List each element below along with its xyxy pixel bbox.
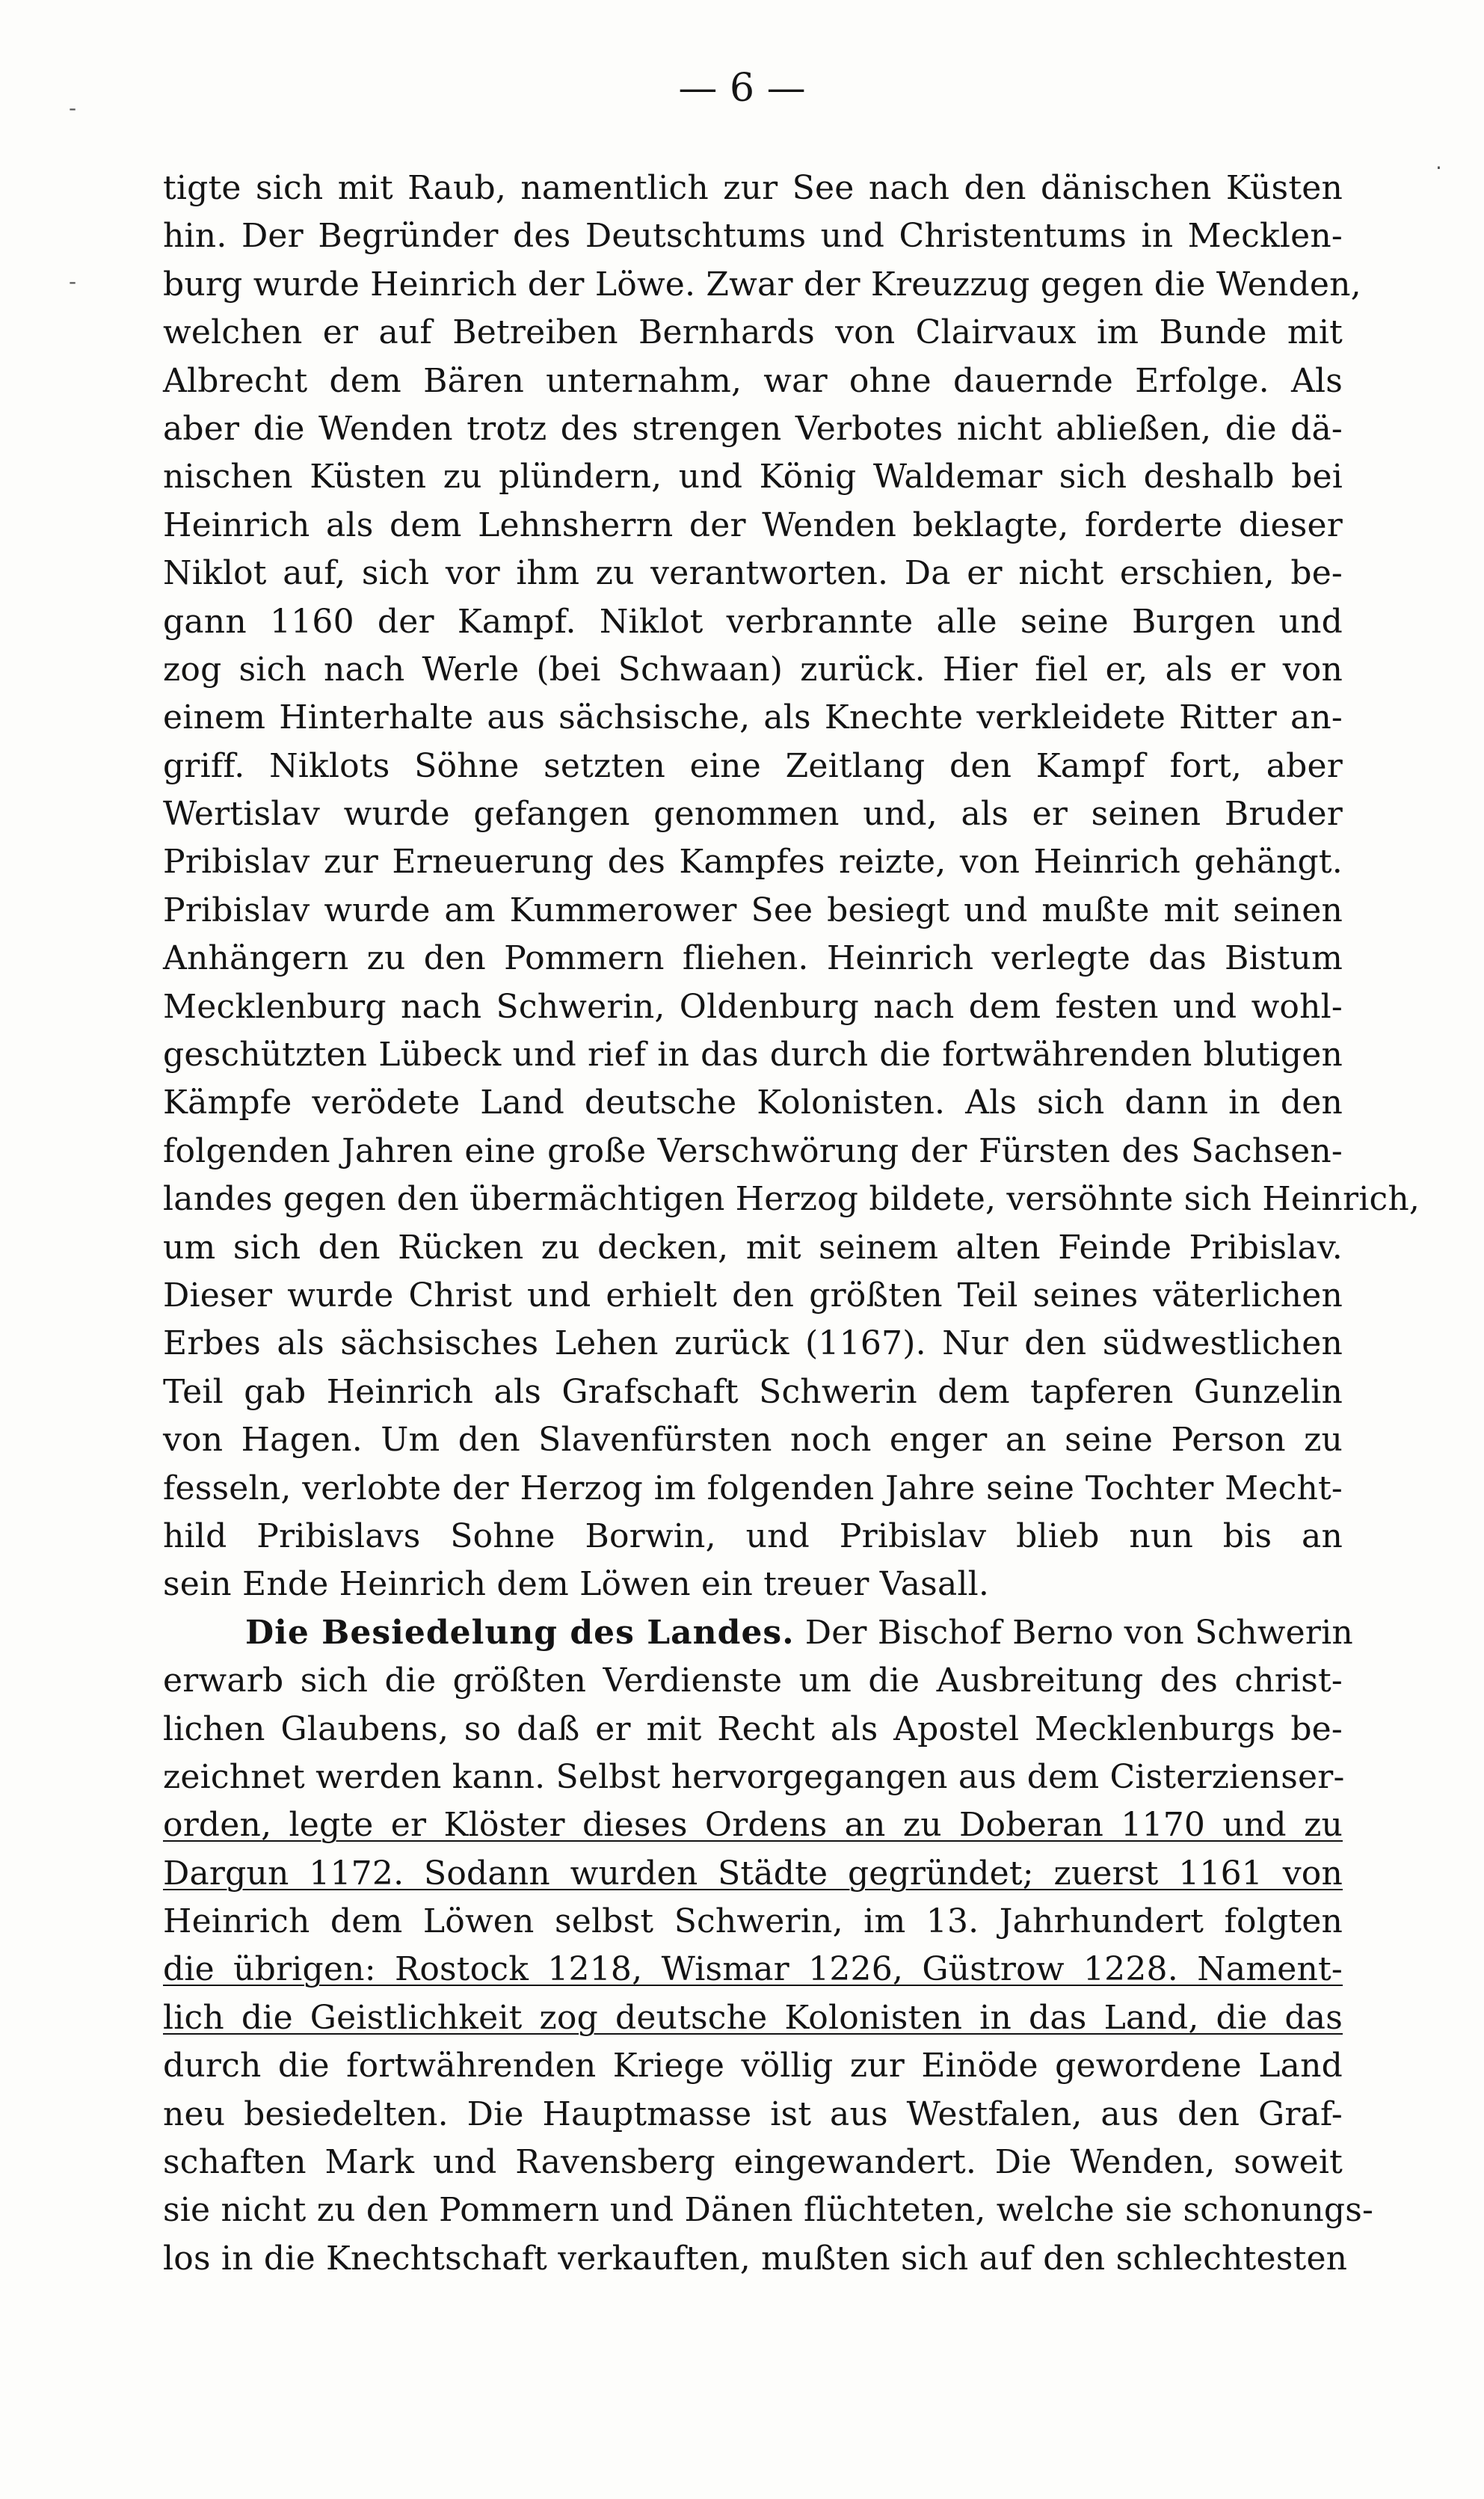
- text-line-annotated: orden, legte er Klöster dieses Ordens an zu Doberan 1170 und zu: [163, 1806, 1343, 1845]
- text-line: zog sich nach Werle (bei Schwaan) zurück. Hier fiel er, als er von: [163, 650, 1343, 689]
- section-first-line-text: Der Bischof Berno von Schwerin: [804, 1613, 1353, 1652]
- text-line: hin. Der Begründer des Deutschtums und Christentums in Mecklen-: [163, 217, 1343, 256]
- text-line: Erbes als sächsisches Lehen zurück (1167). Nur den südwestlichen: [163, 1324, 1343, 1363]
- scan-speck: .: [1435, 150, 1442, 174]
- text-line: Mecklenburg nach Schwerin, Oldenburg nach dem festen und wohl-: [163, 987, 1343, 1026]
- section-first-line: [163, 1609, 1353, 1657]
- text-line: Anhängern zu den Pommern fliehen. Heinrich verlegte das Bistum: [163, 939, 1343, 978]
- text-line: Niklot auf, sich vor ihm zu verantworten. Da er nicht erschien, be-: [163, 554, 1343, 593]
- scan-speck: -: [69, 96, 77, 120]
- text-line: fesseln, verlobte der Herzog im folgenden Jahre seine Tochter Mecht-: [163, 1469, 1343, 1507]
- text-line: zeichnet werden kann. Selbst hervorgegangen aus dem Cisterzienser-: [163, 1757, 1345, 1796]
- text-line: neu besiedelten. Die Hauptmasse ist aus Westfalen, aus den Graf-: [163, 2094, 1343, 2133]
- text-line: folgenden Jahren eine große Verschwörung der Fürsten des Sachsen-: [163, 1131, 1343, 1170]
- text-line: Pribislav zur Erneuerung des Kampfes reizte, von Heinrich gehängt.: [163, 843, 1343, 882]
- text-line: durch die fortwährenden Kriege völlig zur Einöde gewordene Land: [163, 2047, 1343, 2085]
- text-line: Albrecht dem Bären unternahm, war ohne dauernde Erfolge. Als: [163, 361, 1343, 400]
- text-line: Pribislav wurde am Kummerower See besiegt und mußte mit seinen: [163, 891, 1343, 929]
- text-line: hild Pribislavs Sohne Borwin, und Pribislav blieb nun bis an: [163, 1516, 1343, 1555]
- text-line: um sich den Rücken zu decken, mit seinem alten Feinde Pribislav.: [163, 1228, 1343, 1267]
- text-line: Dieser wurde Christ und erhielt den größten Teil seines väterlichen: [163, 1276, 1343, 1315]
- text-line-annotated: Dargun 1172. Sodann wurden Städte gegründet; zuerst 1161 von: [163, 1854, 1343, 1893]
- text-line: griff. Niklots Söhne setzten eine Zeitlang den Kampf fort, aber: [163, 746, 1343, 785]
- text-line: los in die Knechtschaft verkauften, mußten sich auf den schlechtesten: [163, 2239, 1348, 2278]
- text-line: aber die Wenden trotz des strengen Verbotes nicht abließen, die dä-: [163, 409, 1343, 448]
- text-line: Wertislav wurde gefangen genommen und, als er seinen Bruder: [163, 795, 1343, 834]
- text-line: von Hagen. Um den Slavenfürsten noch enger an seine Person zu: [163, 1421, 1343, 1460]
- text-line: burg wurde Heinrich der Löwe. Zwar der Kreuzzug gegen die Wenden,: [163, 265, 1361, 304]
- text-line: Teil gab Heinrich als Grafschaft Schwerin dem tapferen Gunzelin: [163, 1372, 1343, 1411]
- text-line: geschützten Lübeck und rief in das durch die fortwährenden blutigen: [163, 1036, 1343, 1075]
- scan-speck: -: [69, 269, 77, 294]
- section-heading: Die Besiedelung des Landes.: [245, 1613, 795, 1652]
- text-line-annotated: die übrigen: Rostock 1218, Wismar 1226, Güstrow 1228. Nament-: [163, 1950, 1343, 1989]
- text-line: Heinrich als dem Lehnsherrn der Wenden beklagte, forderte dieser: [163, 505, 1343, 544]
- text-line: lichen Glaubens, so daß er mit Recht als Apostel Mecklenburgs be-: [163, 1709, 1343, 1748]
- text-line-annotated: lich die Geistlichkeit zog deutsche Kolonisten in das Land, die das: [163, 1998, 1343, 2037]
- text-line: einem Hinterhalte aus sächsische, als Knechte verkleidete Ritter an-: [163, 698, 1343, 737]
- text-line: gann 1160 der Kampf. Niklot verbrannte alle seine Burgen und: [163, 602, 1343, 641]
- page-number: — 6 —: [678, 66, 806, 111]
- paragraph-besiedelung: [163, 1609, 1374, 2283]
- text-line: erwarb sich die größten Verdienste um die Ausbreitung des christ-: [163, 1662, 1343, 1700]
- text-line: landes gegen den übermächtigen Herzog bildete, versöhnte sich Heinrich,: [163, 1180, 1420, 1219]
- text-line: schaften Mark und Ravensberg eingewandert. Die Wenden, soweit: [163, 2143, 1343, 2182]
- text-line: tigte sich mit Raub, namentlich zur See nach den dänischen Küsten: [163, 169, 1343, 207]
- text-line: sein Ende Heinrich dem Löwen ein treuer Vasall.: [163, 1565, 990, 1604]
- text-line: Heinrich dem Löwen selbst Schwerin, im 13. Jahrhundert folgten: [163, 1902, 1343, 1941]
- body-text: [163, 165, 1420, 2283]
- text-line: sie nicht zu den Pommern und Dänen flüchteten, welche sie schonungs-: [163, 2191, 1374, 2230]
- text-line: Kämpfe verödete Land deutsche Kolonisten. Als sich dann in den: [163, 1083, 1343, 1122]
- text-line: welchen er auf Betreiben Bernhards von Clairvaux im Bunde mit: [163, 313, 1343, 352]
- paragraph-niklot: [163, 165, 1420, 1609]
- text-line: nischen Küsten zu plündern, und König Waldemar sich deshalb bei: [163, 458, 1343, 497]
